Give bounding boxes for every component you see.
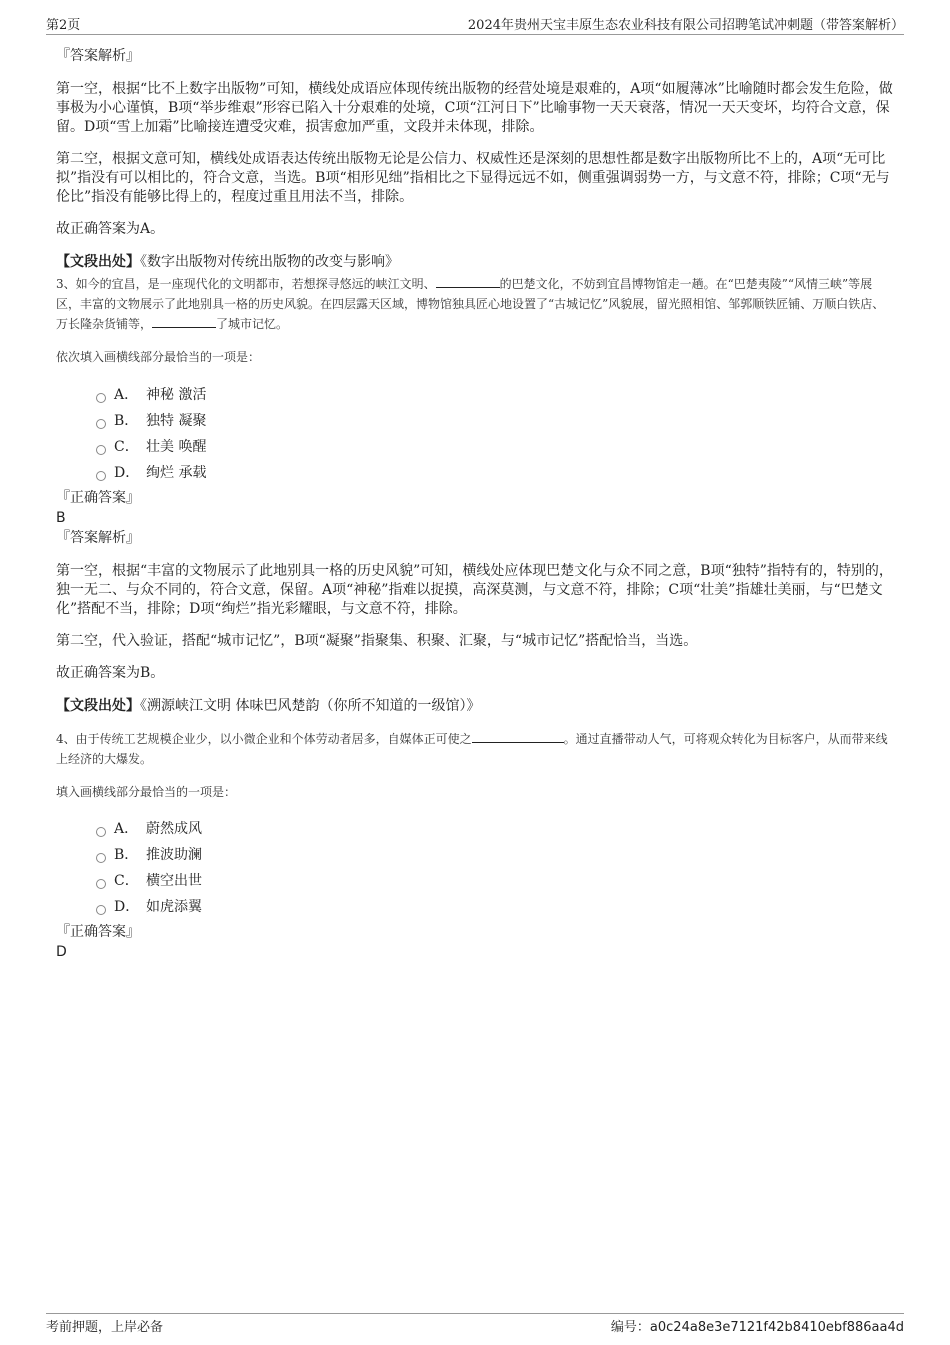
q3-blank-1: [436, 275, 500, 288]
q3-source-text: 《溯源峡江文明 体味巴风楚韵（你所不知道的一级馆）》: [140, 698, 481, 714]
q3-option-d[interactable]: D． 绚烂 承载: [56, 460, 896, 486]
q3-correct-answer: B: [56, 510, 66, 526]
q3-option-b[interactable]: B． 独特 凝聚: [56, 408, 896, 434]
radio-icon[interactable]: [96, 445, 106, 455]
q4-option-c[interactable]: C． 横空出世: [56, 868, 896, 894]
q3-correct-label: 『正确答案』: [56, 490, 140, 506]
q2-analysis-label: 『答案解析』: [56, 48, 140, 64]
q3-analysis-p2: 第二空，代入验证，搭配“城市记忆”，B项“凝聚”指聚集、积聚、汇聚，与“城市记忆”搭配恰当，当选。: [56, 633, 698, 649]
q4-option-a[interactable]: A． 蔚然成风: [56, 816, 896, 842]
q3-conclusion: 故正确答案为B。: [56, 665, 165, 681]
document-title: 2024年贵州天宝丰原生态农业科技有限公司招聘笔试冲刺题（带答案解析）: [467, 18, 904, 33]
q4-prompt: 填入画横线部分最恰当的一项是：: [56, 785, 237, 799]
q3-source: [56, 697, 896, 716]
radio-icon[interactable]: [96, 419, 106, 429]
q2-conclusion: 故正确答案为A。: [56, 221, 165, 237]
q2-source-label: 【文段出处】: [56, 254, 140, 270]
page-number: 第2页: [46, 18, 81, 33]
q3-source-label: 【文段出处】: [56, 698, 140, 714]
q4-stem: 4、由于传统工艺规模企业少，以小微企业和个体劳动者居多，自媒体正可使之 。通过直播带动人气，可将观众转化为目标客户，从而带来线上经济的大爆发。: [56, 732, 888, 766]
q3-analysis-label: 『答案解析』: [56, 530, 140, 546]
q2-analysis-p2: 第二空，根据文意可知，横线处成语表达传统出版物无论是公信力、权威性还是深刻的思想性都是数字出版物所比不上的，A项“无可比拟”指没有可以相比的，符合文意，当选。B项“相形见绌”指相比之下显得远远不如，侧重强调弱势一方，与文意不符，排除；C项“无与伦比”指没有能够比得上的，程度过重且用法不当，排除。: [56, 151, 890, 205]
radio-icon[interactable]: [96, 471, 106, 481]
footer-code: 编号：a0c24a8e3e7121f42b8410ebf886aa4d: [610, 1320, 904, 1335]
q4-option-b[interactable]: B． 推波助澜: [56, 842, 896, 868]
q4-option-d[interactable]: D． 如虎添翼: [56, 894, 896, 920]
page-header: [46, 14, 904, 35]
q3-option-a[interactable]: A． 神秘 激活: [56, 382, 896, 408]
q2-analysis-p1: 第一空，根据“比不上数字出版物”可知，横线处成语应体现传统出版物的经营处境是艰难的，A项“如履薄冰”比喻随时都会发生危险，做事极为小心谨慎，B项“举步维艰”形容已陷入十分艰难的处境，C项“江河日下”比喻事物一天天衰落，情况一天天变坏，均符合文意，保留。D项“雪上加霜”比喻接连遭受灾难，损害愈加严重，文段并未体现，排除。: [56, 81, 893, 135]
q4-correct-answer: D: [56, 944, 67, 960]
radio-icon[interactable]: [96, 905, 106, 915]
radio-icon[interactable]: [96, 853, 106, 863]
q2-source: [56, 253, 896, 272]
radio-icon[interactable]: [96, 879, 106, 889]
q4-options: [56, 816, 896, 920]
q3-blank-2: [152, 315, 216, 328]
q3-options: [56, 382, 896, 486]
radio-icon[interactable]: [96, 827, 106, 837]
page-footer: [46, 1313, 904, 1336]
footer-slogan: 考前押题，上岸必备: [46, 1320, 164, 1335]
page-content: [56, 46, 896, 962]
q3-analysis-p1: 第一空，根据“丰富的文物展示了此地别具一格的历史风貌”可知，横线处应体现巴楚文化与众不同之意，B项“独特”指特有的，特别的，独一无二、与众不同的，符合文意，保留。A项“神秘”指难以捉摸，高深莫测，与文意不符，排除；C项“壮美”指雄壮美丽，与“巴楚文化”搭配不当，排除；D项“绚烂”指光彩耀眼，与文意不符，排除。: [56, 563, 893, 617]
q3-option-c[interactable]: C． 壮美 唤醒: [56, 434, 896, 460]
q3-stem: 3、如今的宜昌，是一座现代化的文明都市，若想探寻悠远的峡江文明、 的巴楚文化，不妨到宜昌博物馆走一趟。在“巴楚夷陵”“风情三峡”等展区，丰富的文物展示了此地别具一格的历史风貌。在四层露天区域，博物馆独具匠心地设置了“古城记忆”风貌展，留光照相馆、邹郭顺铁匠铺、万顺白铁店、万长隆杂货铺等， 了城市记忆。: [56, 277, 885, 331]
radio-icon[interactable]: [96, 393, 106, 403]
q4-correct-label: 『正确答案』: [56, 924, 140, 940]
q2-source-text: 《数字出版物对传统出版物的改变与影响》: [140, 254, 399, 270]
q3-prompt: 依次填入画横线部分最恰当的一项是：: [56, 350, 261, 364]
q4-blank-1: [472, 730, 564, 743]
